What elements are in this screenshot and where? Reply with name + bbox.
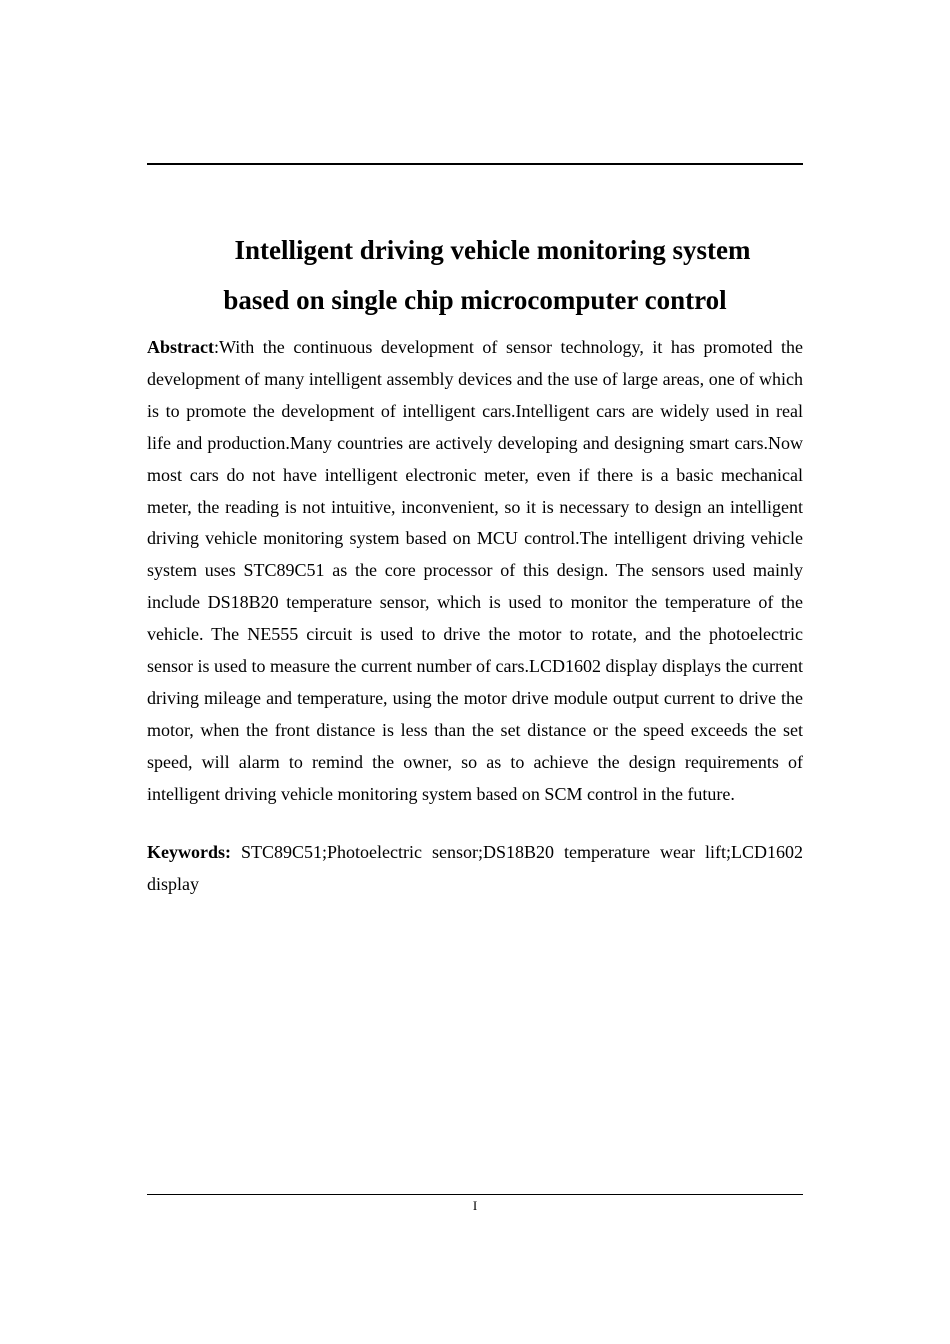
keywords-text: STC89C51;Photoelectric sensor;DS18B20 temperature wear lift;LCD1602 display (147, 842, 803, 894)
abstract-label: Abstract (147, 337, 214, 357)
title-line-1: Intelligent driving vehicle monitoring system (234, 235, 751, 265)
paper-title (147, 225, 803, 325)
keywords-paragraph (147, 836, 803, 900)
footer-rule (147, 1194, 803, 1195)
page-number: I (472, 1198, 478, 1213)
header-rule (147, 163, 803, 165)
abstract-text: :With the continuous development of sensor technology, it has promoted the development of many intelligent assembly devices and the use of large areas, one of which is to promote the development of intelligent cars.Intelligent cars are widely used in real life and production.Many countries are actively developing and designing smart cars.Now most cars do not have intelligent electronic meter, even if there is a basic mechanical meter, the reading is not intuitive, inconvenient, so it is necessary to design an intelligent driving vehicle monitoring system based on MCU control.The intelligent driving vehicle system uses STC89C51 as the core processor of this design. The sensors used mainly include DS18B20 temperature sensor, which is used to monitor the temperature of the vehicle. The NE555 circuit is used to drive the motor to rotate, and the photoelectric sensor is used to measure the current number of cars.LCD1602 display displays the current driving mileage and temperature, using the motor drive module output current to drive the motor, when the front distance is less than the set distance or the speed exceeds the set speed, will alarm to remind the owner, so as to achieve the design requirements of intelligent driving vehicle monitoring system based on SCM control in the future. (147, 337, 803, 804)
title-line-2: based on single chip microcomputer control (223, 285, 727, 315)
keywords-label: Keywords: (147, 842, 231, 862)
abstract-paragraph (147, 332, 803, 811)
